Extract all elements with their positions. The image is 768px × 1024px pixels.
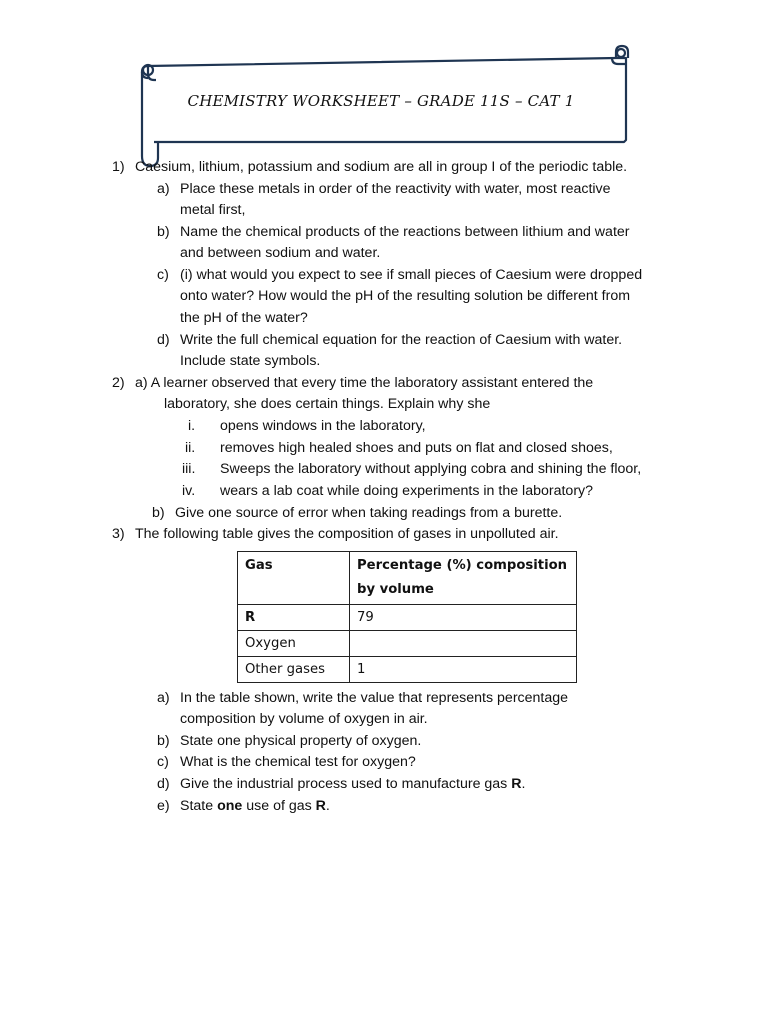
cell-gas: R [238, 605, 350, 631]
sub-label: e) [157, 798, 170, 814]
question-2a-cont: laboratory, she does certain things. Explain why she [164, 396, 491, 412]
question-1b-cont: and between sodium and water. [180, 245, 381, 261]
question-number: 1) [112, 159, 125, 175]
sub-label: b) [157, 733, 170, 749]
sub-text [180, 774, 525, 796]
item-label: iv. [182, 483, 196, 499]
item-label: ii. [185, 440, 196, 456]
question-1d-cont: Include state symbols. [180, 353, 321, 369]
emphasis-one: one [217, 798, 243, 814]
sub-label: c) [157, 754, 169, 770]
table-row [238, 605, 577, 631]
sub-label: b) [152, 505, 165, 521]
question-number: 2) [112, 375, 125, 391]
item-label: iii. [182, 461, 196, 477]
sub-label: a) [157, 181, 170, 197]
cell-value: 1 [350, 657, 577, 683]
sub-text: Name the chemical products of the reactions between lithium and water [180, 224, 630, 240]
text-post: . [325, 798, 330, 814]
table-row [238, 657, 577, 683]
table-row [238, 631, 577, 657]
header-gas: Gas [238, 552, 350, 605]
question-1c-cont: onto water? How would the pH of the resulting solution be different from [180, 288, 631, 304]
cell-gas: Other gases [238, 657, 350, 683]
worksheet-title: CHEMISTRY WORKSHEET – GRADE 11S – CAT 1 [187, 92, 575, 110]
gas-r-label: R [511, 776, 522, 792]
question-text: Caesium, lithium, potassium and sodium are all in group I of the periodic table. [135, 159, 628, 175]
sub-label: d) [157, 332, 170, 348]
sub-label: a) [157, 690, 170, 706]
question-1c-cont2: the pH of the water? [180, 310, 308, 326]
sub-label: b) [157, 224, 170, 240]
sub-text: (i) what would you expect to see if small pieces of Caesium were dropped [180, 267, 643, 283]
text-pre: Give the industrial process used to manufacture gas [180, 776, 512, 792]
sub-text: What is the chemical test for oxygen? [180, 754, 416, 770]
header-percentage: Percentage (%) composition by volume [350, 552, 577, 605]
item-text: removes high healed shoes and puts on flat and closed shoes, [220, 440, 613, 456]
sub-text [180, 796, 330, 818]
table-header-row [238, 552, 577, 605]
text-pre: State [180, 798, 218, 814]
sub-text: State one physical property of oxygen. [180, 733, 422, 749]
sub-text: In the table shown, write the value that represents percentage [180, 690, 569, 706]
sub-label: d) [157, 776, 170, 792]
sub-text: Give one source of error when taking readings from a burette. [175, 505, 563, 521]
sub-text: Write the full chemical equation for the reaction of Caesium with water. [180, 332, 623, 348]
cell-gas: Oxygen [238, 631, 350, 657]
item-label: i. [188, 418, 196, 434]
question-3a-cont: composition by volume of oxygen in air. [180, 711, 428, 727]
gas-composition-table [237, 551, 577, 683]
text-post: . [521, 776, 526, 792]
question-text: a) A learner observed that every time the laboratory assistant entered the [135, 375, 594, 391]
question-text: The following table gives the composition of gases in unpolluted air. [135, 526, 559, 542]
gas-r-label: R [315, 798, 326, 814]
item-text: wears a lab coat while doing experiments in the laboratory? [220, 483, 594, 499]
question-1a-cont: metal first, [180, 202, 246, 218]
question-number: 3) [112, 526, 125, 542]
sub-label: c) [157, 267, 169, 283]
cell-value [350, 631, 577, 657]
sub-text: Place these metals in order of the reactivity with water, most reactive [180, 181, 611, 197]
cell-value: 79 [350, 605, 577, 631]
text-mid: use of gas [242, 798, 316, 814]
item-text: Sweeps the laboratory without applying cobra and shining the floor, [220, 461, 642, 477]
item-text: opens windows in the laboratory, [220, 418, 426, 434]
